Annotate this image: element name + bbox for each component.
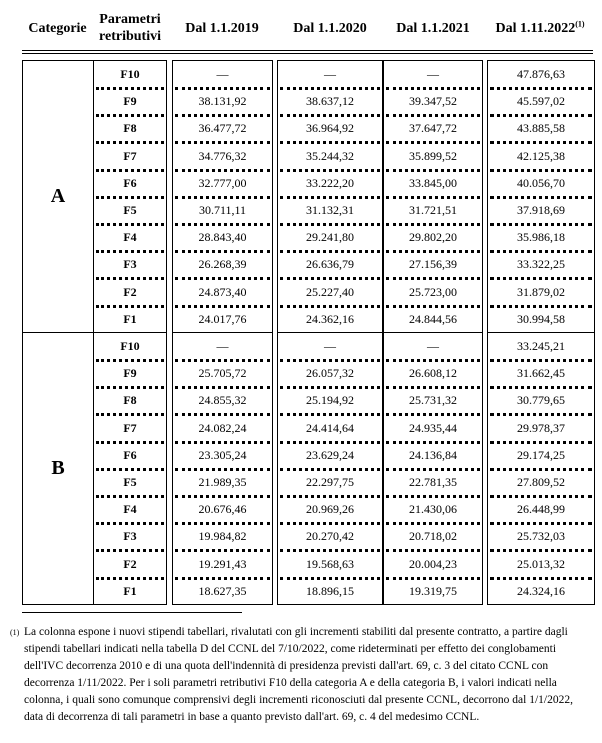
param-cell: F4 [94, 496, 166, 523]
param-cell: F4 [94, 224, 166, 251]
value-cell: 33.322,25 [488, 251, 594, 278]
header-parametri-line2: retributivi [99, 29, 161, 44]
value-cell: 32.777,00 [173, 170, 272, 197]
column-2019 [172, 60, 273, 605]
value-cell: 20.270,42 [278, 523, 382, 550]
value-cell: 24.082,24 [173, 415, 272, 442]
param-cell: F9 [94, 88, 166, 115]
value-cell: 19.291,43 [173, 551, 272, 578]
header-parametri [93, 11, 167, 45]
category-cell-b: B [22, 332, 93, 605]
header-col-2022 [485, 20, 595, 37]
value-cell: 34.776,32 [173, 143, 272, 170]
value-cell: 23.629,24 [278, 442, 382, 469]
value-cell: 29.802,20 [384, 224, 482, 251]
value-cell: 43.885,58 [488, 115, 594, 142]
param-cell: F1 [123, 583, 137, 598]
value-cell: 40.056,70 [488, 170, 594, 197]
value-cell: 26.608,12 [384, 360, 482, 387]
value-cell: 35.899,52 [384, 143, 482, 170]
value-cell: 26.268,39 [173, 251, 272, 278]
param-cell: F10 [94, 333, 166, 360]
param-cell: F6 [94, 170, 166, 197]
value-cell: 25.227,40 [278, 279, 382, 306]
value-cell: 22.781,35 [384, 469, 482, 496]
value-cell: 24.844,56 [409, 311, 457, 326]
param-cell: F3 [94, 251, 166, 278]
value-cell: 35.244,32 [278, 143, 382, 170]
value-cell: 24.935,44 [384, 415, 482, 442]
param-cell: F3 [94, 523, 166, 550]
value-cell: 27.156,39 [384, 251, 482, 278]
value-cell: 25.194,92 [278, 387, 382, 414]
value-cell: 30.779,65 [488, 387, 594, 414]
value-cell: 33.222,20 [278, 170, 382, 197]
param-cell: F7 [94, 143, 166, 170]
value-cell: 18.627,35 [198, 583, 247, 598]
value-cell: 21.989,35 [173, 469, 272, 496]
value-cell: 19.319,75 [409, 583, 457, 598]
param-cell: F5 [94, 469, 166, 496]
value-cell: 24.873,40 [173, 279, 272, 306]
value-cell: 21.430,06 [384, 496, 482, 523]
value-cell: 30.994,58 [517, 311, 565, 326]
header-col-2021: Dal 1.1.2021 [396, 21, 470, 36]
value-cell: 31.879,02 [488, 279, 594, 306]
value-cell: 18.896,15 [306, 583, 354, 598]
value-cell: 24.362,16 [306, 311, 354, 326]
param-cell: F9 [94, 360, 166, 387]
param-cell: F6 [94, 442, 166, 469]
value-cell: 39.347,52 [384, 88, 482, 115]
value-cell: — [173, 61, 272, 88]
column-2020 [277, 60, 383, 605]
value-cell: 24.855,32 [173, 387, 272, 414]
value-cell: 19.568,63 [278, 551, 382, 578]
column-2022 [487, 60, 595, 605]
value-cell: 19.984,82 [173, 523, 272, 550]
value-cell: 27.809,52 [488, 469, 594, 496]
header-col-2019: Dal 1.1.2019 [185, 21, 259, 36]
value-cell: 25.723,00 [384, 279, 482, 306]
value-cell: 26.636,79 [278, 251, 382, 278]
value-cell: 20.676,46 [173, 496, 272, 523]
value-cell: 36.477,72 [173, 115, 272, 142]
value-cell: 42.125,38 [488, 143, 594, 170]
value-cell: 24.324,16 [517, 583, 565, 598]
param-cell: F2 [94, 551, 166, 578]
table-header [0, 0, 602, 54]
value-cell: 30.711,11 [173, 197, 272, 224]
value-cell: 35.986,18 [488, 224, 594, 251]
value-cell: 25.705,72 [173, 360, 272, 387]
header-parametri-line1: Parametri [99, 12, 161, 27]
header-categorie: Categorie [28, 21, 87, 36]
value-cell: 31.721,51 [384, 197, 482, 224]
value-cell: — [384, 333, 482, 360]
value-cell: 37.918,69 [488, 197, 594, 224]
header-rule-top [22, 50, 593, 51]
value-cell: — [278, 333, 382, 360]
value-cell: 38.637,12 [278, 88, 382, 115]
header-col-2022-footnote-mark: (1) [575, 19, 585, 29]
value-cell: 45.597,02 [488, 88, 594, 115]
value-cell: 31.662,45 [488, 360, 594, 387]
footnote-mark: (1) [10, 628, 20, 637]
value-cell: 24.017,76 [198, 311, 247, 326]
header-col-2022-label: Dal 1.11.2022 [495, 21, 576, 36]
param-cell: F5 [94, 197, 166, 224]
value-cell: 36.964,92 [278, 115, 382, 142]
value-cell: 22.297,75 [278, 469, 382, 496]
value-cell: 29.978,37 [488, 415, 594, 442]
value-cell: 28.843,40 [173, 224, 272, 251]
column-parametri [93, 60, 167, 605]
category-cell-a: A [22, 60, 93, 333]
value-cell: 26.448,99 [488, 496, 594, 523]
header-rule-bottom [22, 53, 593, 54]
value-cell: 25.731,32 [384, 387, 482, 414]
value-cell: 23.305,24 [173, 442, 272, 469]
value-cell: 31.132,31 [278, 197, 382, 224]
param-cell: F7 [94, 415, 166, 442]
header-col-2020: Dal 1.1.2020 [293, 21, 367, 36]
column-2021 [383, 60, 483, 605]
value-cell: 47.876,63 [488, 61, 594, 88]
value-cell: 33.845,00 [384, 170, 482, 197]
param-cell: F10 [94, 61, 166, 88]
value-cell: 37.647,72 [384, 115, 482, 142]
value-cell: 24.414,64 [278, 415, 382, 442]
value-cell: 20.004,23 [384, 551, 482, 578]
param-cell: F2 [94, 279, 166, 306]
param-cell: F1 [123, 311, 137, 326]
value-cell: 20.969,26 [278, 496, 382, 523]
value-cell: — [384, 61, 482, 88]
param-cell: F8 [94, 115, 166, 142]
value-cell: — [278, 61, 382, 88]
value-cell: 25.013,32 [488, 551, 594, 578]
value-cell: 25.732,03 [488, 523, 594, 550]
value-cell: 20.718,02 [384, 523, 482, 550]
value-cell: 29.174,25 [488, 442, 594, 469]
value-cell: 29.241,80 [278, 224, 382, 251]
value-cell: 38.131,92 [173, 88, 272, 115]
value-cell: 24.136,84 [384, 442, 482, 469]
param-cell: F8 [94, 387, 166, 414]
footnote-text: La colonna espone i nuovi stipendi tabellari, rivalutati con gli incrementi stabiliti dal presente contratto, a partire dagli stipendi tabellari indicati nella tabella D del CCNL del 7/10/2022, come rideterminati per effetto dei conglobamenti dell'IVC decorrenza 2010 e di una quota dell'indennità di presidenza previsti dall'art. 69, c. 3 del citato CCNL con decorrenza 1/11/2022. Per i soli parametri retributivi F10 della categoria A e della categoria B, i valori indicati nella colonna, i quali sono comunque comprensivi degli incrementi riconosciuti dal presente CCNL, decorrono dal 1/1/2022, data di decorrenza di tali parametri in base a quanto previsto dall'art. 69, c. 4 del medesimo CCNL. [24, 626, 573, 723]
value-cell: 26.057,32 [278, 360, 382, 387]
value-cell: 33.245,21 [488, 333, 594, 360]
value-cell: — [173, 333, 272, 360]
footnote-rule [22, 612, 242, 613]
